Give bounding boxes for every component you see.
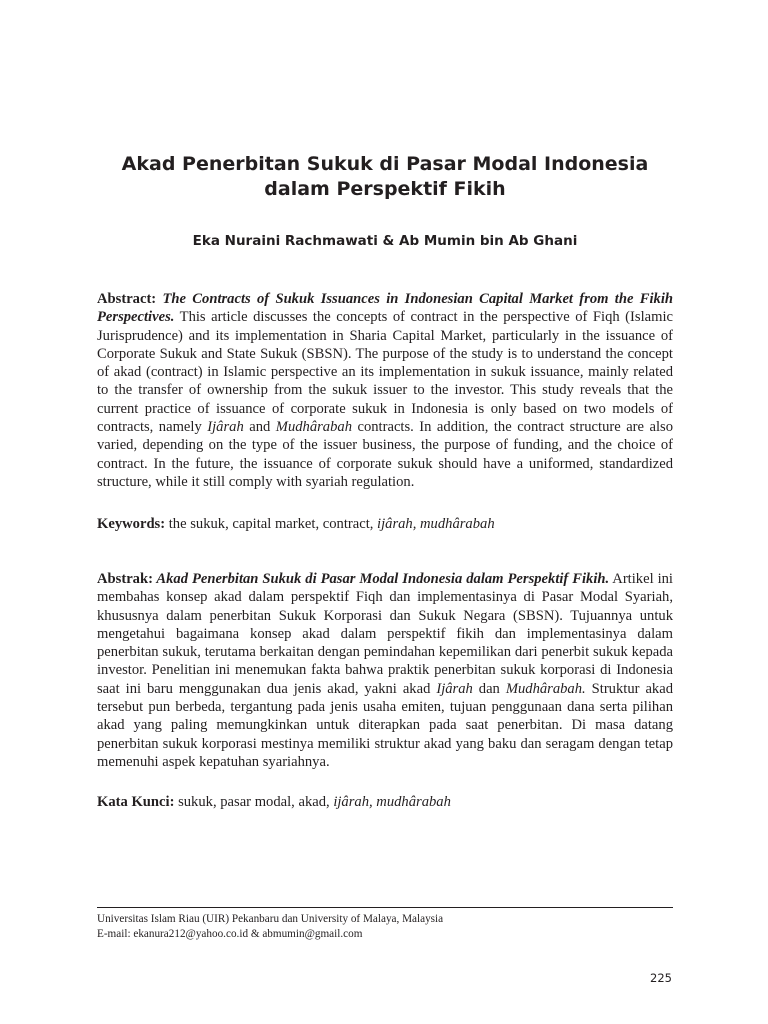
abstract-term: Ijârah bbox=[207, 419, 244, 436]
keywords-text: the sukuk, capital market, contract, bbox=[165, 516, 378, 532]
kata-kunci-terms: ijârah, mudhârabah bbox=[333, 794, 451, 810]
keywords-terms: ijârah, mudhârabah bbox=[377, 516, 495, 532]
keywords-indonesian bbox=[97, 793, 673, 811]
abstrak-text-part: dan bbox=[472, 680, 506, 697]
authors: Eka Nuraini Rachmawati & Ab Mumin bin Ab Ghani bbox=[192, 233, 578, 249]
footnote-divider bbox=[97, 907, 673, 908]
keywords-label: Keywords: bbox=[97, 516, 166, 532]
abstrak-term: Ijârah bbox=[436, 680, 473, 697]
abstract-indonesian bbox=[97, 570, 673, 771]
footnote-affiliation: Universitas Islam Riau (UIR) Pekanbaru dan University of Malaya, Malaysia bbox=[97, 913, 444, 925]
footnote bbox=[97, 912, 673, 942]
kata-kunci-label: Kata Kunci: bbox=[97, 794, 175, 810]
abstrak-text-part: Struktur akad tersebut pun berbeda, tergantung pada jenis usaha emiten, tujuan penggunaan dana serta pilihan akad yang paling memungkinkan untuk diterapkan pada saat penerbitan. Di masa datang penerbitan sukuk korporasi mestinya memiliki struktur akad yang baku dan seragam dengan tetap memenuhi aspek kepatuhan syariahnya. bbox=[97, 680, 673, 770]
keywords-english bbox=[97, 515, 673, 533]
paper-title-line-2: dalam Perspektif Fikih bbox=[264, 178, 506, 200]
abstrak-title: Akad Penerbitan Sukuk di Pasar Modal Indonesia dalam Perspektif Fikih. bbox=[152, 571, 610, 587]
abstract-text-part: contracts. In addition, the contract structure are also varied, depending on the type of the issuer business, the purpose of funding, and the choice of contract. In the future, the issuance of corporate sukuk should have a uniformed, standardized structure, while it still comply with syariah regulation. bbox=[97, 419, 674, 490]
abstract-label: Abstract: bbox=[97, 291, 157, 307]
paper-title bbox=[96, 152, 674, 202]
abstrak-term: Mudhârabah. bbox=[505, 680, 586, 697]
abstract-english bbox=[97, 290, 673, 491]
footnote-email: E-mail: ekanura212@yahoo.co.id & abmumin@gmail.com bbox=[97, 928, 363, 940]
abstract-term: Mudhârabah bbox=[275, 419, 352, 436]
abstract-text-part: and bbox=[243, 419, 276, 436]
paper-title-line-1: Akad Penerbitan Sukuk di Pasar Modal Indonesia bbox=[121, 153, 649, 175]
abstract-text-part: This article discusses the concepts of contract in the perspective of Fiqh (Islamic Jurisprudence) and its implementation in Sharia Capital Market, particularly in the issuance of Corporate Sukuk and State Sukuk (SBSN). The purpose of the study is to understand the concept of akad (contract) in Islamic perspective an its implementation in sukuk issuance, mainly related to the transfer of ownership from the sukuk issuer to the investor. This study reveals that the current practice of issuance of corporate sukuk in Indonesia is only based on two models of contracts, namely bbox=[97, 309, 673, 436]
abstract-title: The Contracts of Sukuk Issuances in Indonesian Capital Market from the Fikih Perspectives. bbox=[97, 291, 673, 326]
page-number: 225 bbox=[650, 971, 672, 985]
kata-kunci-text: sukuk, pasar modal, akad, bbox=[174, 794, 334, 810]
abstrak-label: Abstrak: bbox=[97, 571, 153, 587]
abstrak-text-part: Artikel ini membahas konsep akad dalam perspektif Fiqh dan implementasinya di Pasar Modal Syariah, khususnya dalam penerbitan Sukuk Korporasi dan Sukuk Negara (SBSN). Tujuannya untuk mengetahui bagaimana konsep akad dalam perspektif fikih dan implementasinya dalam penerbitan sukuk, terutama berkaitan dengan pemindahan kepemilikan dari penerbit sukuk kepada investor. Penelitian ini menemukan fakta bahwa praktik penerbitan sukuk korporasi di Indonesia saat ini baru menggunakan dua jenis akad, yakni akad bbox=[97, 571, 673, 697]
